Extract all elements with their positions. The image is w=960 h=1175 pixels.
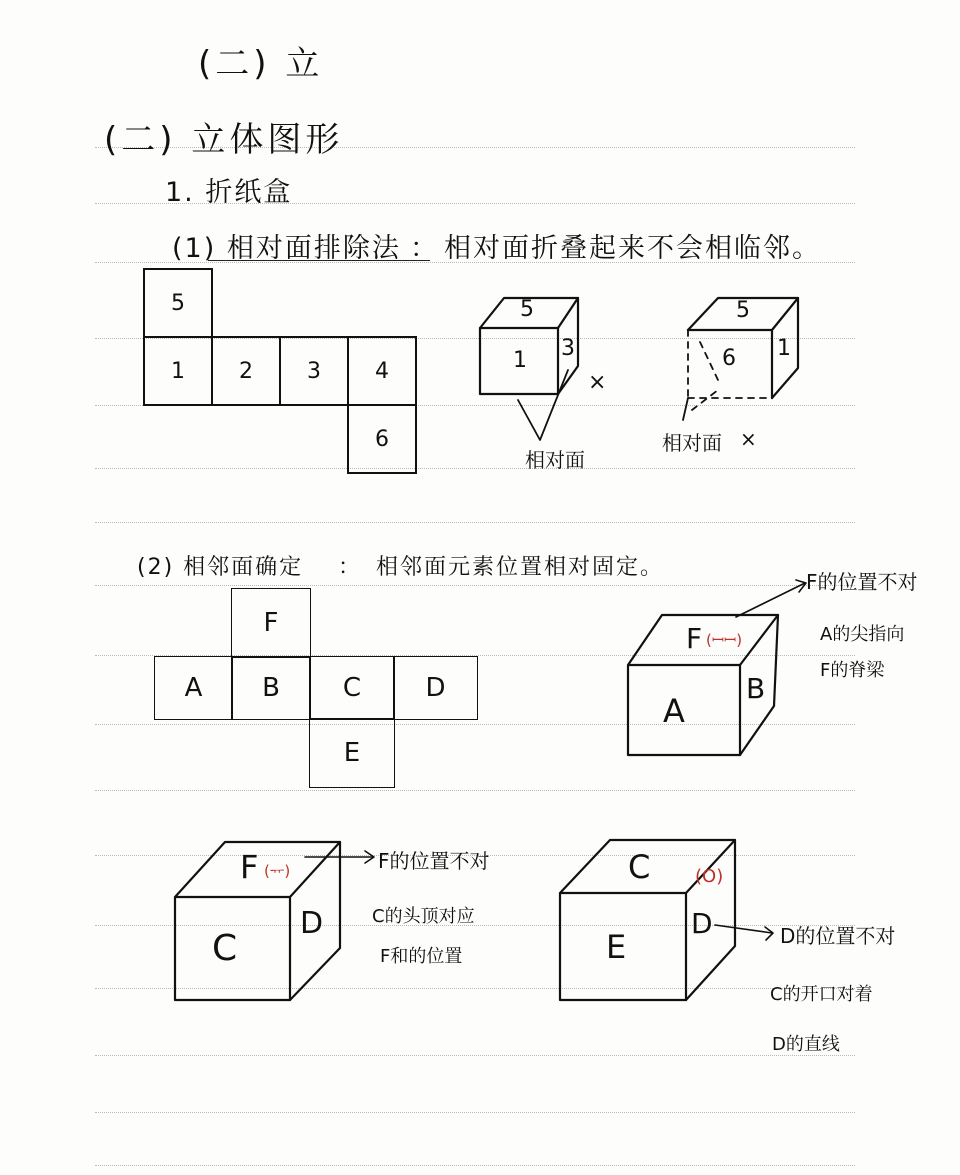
section2-label: (2) 相邻面确定 — [137, 555, 304, 580]
section2-text: 相邻面元素位置相对固定。 — [376, 555, 665, 580]
cube-e-note-1: C的开口对着 — [770, 984, 873, 1005]
subheading: 1. 折纸盒 — [165, 177, 293, 208]
cube-e-top: C — [628, 848, 651, 886]
cube-c-note-2: F的脊梁 — [820, 660, 885, 681]
net2-cell-C: C — [309, 656, 395, 720]
cube-e-right: D — [691, 907, 713, 940]
net2-cell-A: A — [154, 656, 233, 720]
cube-b-mark: × — [740, 427, 757, 451]
cube-e-front: E — [606, 928, 627, 966]
section1-text: 相对面折叠起来不会相临邻。 — [444, 233, 821, 264]
cube-a-caption: 相对面 — [525, 448, 585, 472]
cube-d-top: F — [240, 848, 259, 886]
net2-cell-D: D — [393, 656, 478, 720]
cube-d-note-title: F的位置不对 — [378, 849, 490, 873]
cube-d-front: C — [212, 928, 238, 969]
net1-cell-1: 1 — [143, 336, 213, 406]
net1-cell-3: 3 — [279, 336, 349, 406]
net1-cell-4: 4 — [347, 336, 417, 406]
cube-d-top-red: (ᅲ) — [264, 862, 291, 880]
net2-cell-E: E — [309, 718, 395, 788]
heading-top: (二) 立 — [198, 44, 324, 84]
cube-d-right: D — [300, 906, 324, 941]
net2-cell-F: F — [231, 588, 311, 658]
cube-c-right: B — [746, 672, 766, 705]
cube-e-note-title: D的位置不对 — [780, 924, 896, 948]
cube-c-top-red: (ꟷꟷ) — [706, 631, 743, 649]
section1-separator: ： — [410, 233, 439, 264]
net1-cell-5: 5 — [143, 268, 213, 338]
cube-b-front: 6 — [722, 346, 736, 371]
section1-label: (1) 相对面排除法 — [172, 233, 401, 264]
cube-a-arrows — [518, 370, 568, 440]
cube-a-front: 1 — [513, 348, 527, 373]
cube-c-top: F — [686, 622, 703, 655]
cube-e-arrow — [715, 925, 772, 933]
cube-e-red: (O) — [695, 866, 724, 887]
cube-c-arrow — [736, 583, 805, 617]
heading-main: (二) 立体图形 — [104, 120, 344, 160]
net1-cell-6: 6 — [347, 404, 417, 474]
cube-a-right: 3 — [561, 336, 575, 361]
cube-d-note-1: C的头顶对应 — [372, 906, 475, 927]
net1-cell-2: 2 — [211, 336, 281, 406]
cube-e-note-2: D的直线 — [772, 1034, 840, 1055]
cube-c-note-title: F的位置不对 — [806, 570, 918, 594]
cube-b-top: 5 — [736, 298, 750, 323]
section2-separator: ： — [338, 555, 361, 580]
cube-c-note-1: A的尖指向 — [820, 624, 905, 645]
net2-cell-B: B — [231, 656, 311, 720]
cube-c-front: A — [663, 692, 685, 730]
cube-a-mark: × — [588, 370, 607, 395]
cube-b-right: 1 — [777, 336, 791, 361]
cube-a-top: 5 — [520, 297, 534, 322]
cube-d-note-2: F和的位置 — [380, 946, 463, 967]
cube-b-caption: 相对面 — [662, 431, 722, 455]
